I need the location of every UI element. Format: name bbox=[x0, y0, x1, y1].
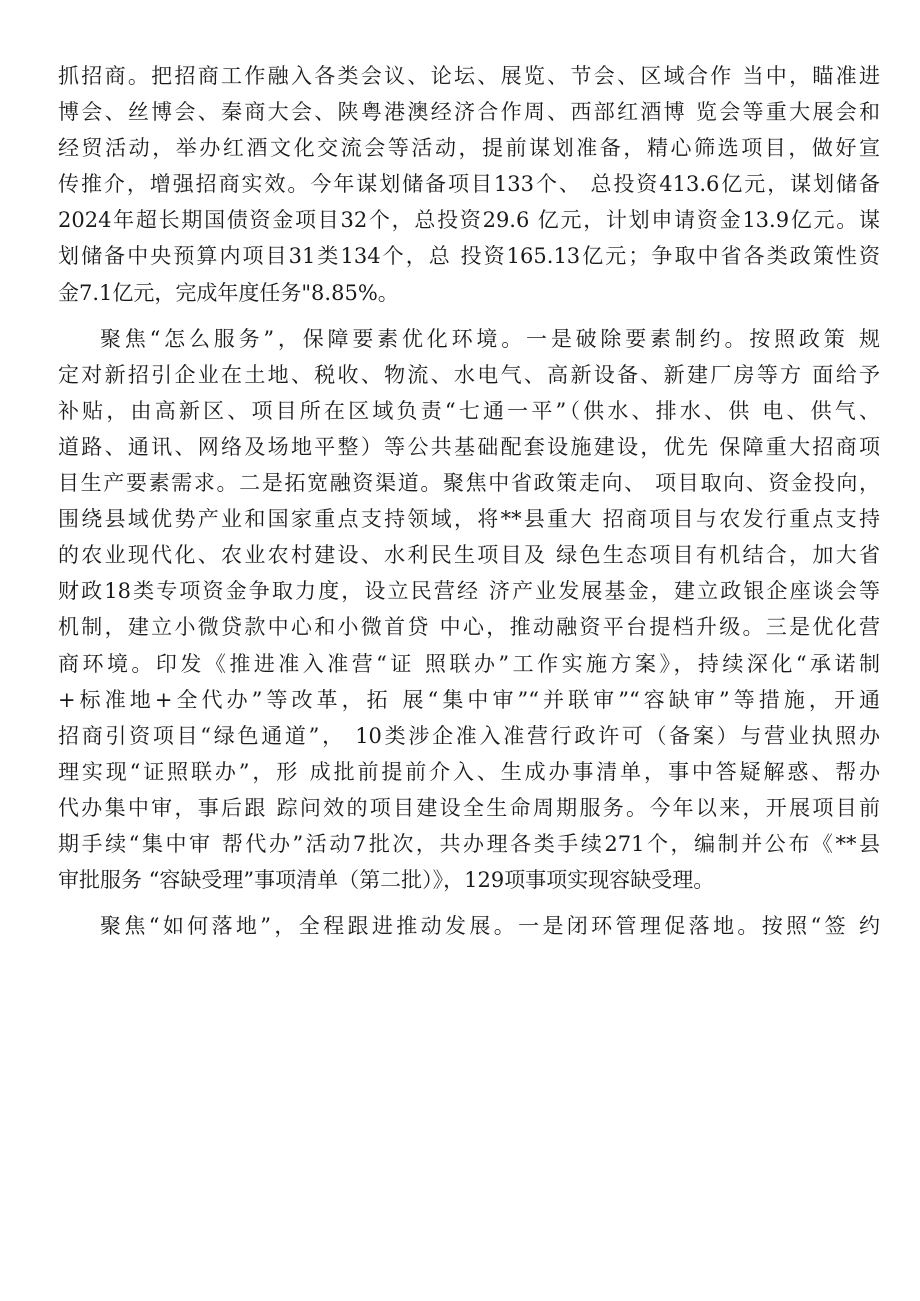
paragraph-line: 传推介，增强招商实效。今年谋划储备项目133个、 总投资413.6亿元，谋划储备 bbox=[58, 172, 880, 197]
paragraph-line: 划储备中央预算内项目31类134个，总 投资165.13亿元；争取中省各类政策性资 bbox=[58, 244, 880, 269]
paragraph-line: 审批服务 “容缺受理”事项清单（第二批）》，129项事项实现容缺受理。 bbox=[58, 868, 715, 893]
paragraph-line: 围绕县域优势产业和国家重点支持领域，将**县重大 招商项目与农发行重点支持 bbox=[58, 507, 880, 532]
paragraph-line: 财政18类专项资金争取力度，设立民营经 济产业发展基金，建立政银企座谈会等 bbox=[58, 579, 880, 604]
paragraph-line: 招商引资项目“绿色通道”， 10类涉企准入准营行政许可（备案）与营业执照办 bbox=[58, 723, 880, 748]
paragraph-line: 道路、通讯、网络及场地平整）等公共基础配套设施建设，优先 保障重大招商项 bbox=[58, 434, 880, 459]
paragraph-line: 理实现“证照联办”，形 成批前提前介入、生成办事清单，事中答疑解惑、帮办 bbox=[58, 759, 880, 784]
paragraph-spacer bbox=[58, 311, 880, 321]
paragraph-line: 期手续“集中审 帮代办”活动7批次，共办理各类手续271个，编制并公布《**县 bbox=[58, 831, 880, 856]
paragraph-line: 聚焦“如何落地”，全程跟进推动发展。一是闭环管理促落地。按照“签 约 bbox=[100, 914, 880, 939]
paragraph-line: 目生产要素需求。二是拓宽融资渠道。聚焦中省政策走向、 项目取向、资金投向， bbox=[58, 471, 880, 496]
document-body bbox=[58, 58, 880, 944]
paragraph-2 bbox=[58, 321, 880, 899]
paragraph-line: +标准地+全代办”等改革，拓 展“集中审”“并联审”“容缺审”等措施，开通 bbox=[58, 687, 880, 712]
paragraph-line: 博会、丝博会、秦商大会、陕粤港澳经济合作周、西部红酒博 览会等重大展会和 bbox=[58, 100, 880, 125]
paragraph-line: 补贴，由高新区、项目所在区域负责“七通一平”（供水、排水、供 电、供气、 bbox=[58, 398, 880, 423]
paragraph-line: 商环境。印发《推进准入准营“证 照联办”工作实施方案》，持续深化“承诺制 bbox=[58, 651, 880, 676]
paragraph-line: 经贸活动，举办红酒文化交流会等活动，提前谋划准备，精心筛选项目，做好宣 bbox=[58, 136, 880, 161]
paragraph-1 bbox=[58, 58, 880, 311]
paragraph-spacer bbox=[58, 898, 880, 908]
paragraph-line: 的农业现代化、农业农村建设、水利民生项目及 绿色生态项目有机结合，加大省 bbox=[58, 543, 880, 568]
paragraph-line: 代办集中审，事后跟 踪问效的项目建设全生命周期服务。今年以来，开展项目前 bbox=[58, 795, 880, 820]
paragraph-line: 抓招商。把招商工作融入各类会议、论坛、展览、节会、区域合作 当中，瞄准进 bbox=[58, 64, 880, 88]
paragraph-3 bbox=[58, 908, 880, 944]
paragraph-line: 金7.1亿元，完成年度任务"8.85%。 bbox=[58, 280, 399, 305]
paragraph-line: 2024年超长期国债资金项目32个，总投资29.6 亿元，计划申请资金13.9亿元。谋 bbox=[58, 208, 880, 233]
paragraph-line: 聚焦“怎么服务”，保障要素优化环境。一是破除要素制约。按照政策 规 bbox=[100, 326, 880, 351]
paragraph-line: 定对新招引企业在土地、税收、物流、水电气、高新设备、新建厂房等方 面给予 bbox=[58, 362, 880, 387]
paragraph-line: 机制，建立小微贷款中心和小微首贷 中心，推动融资平台提档升级。三是优化营 bbox=[58, 615, 880, 640]
